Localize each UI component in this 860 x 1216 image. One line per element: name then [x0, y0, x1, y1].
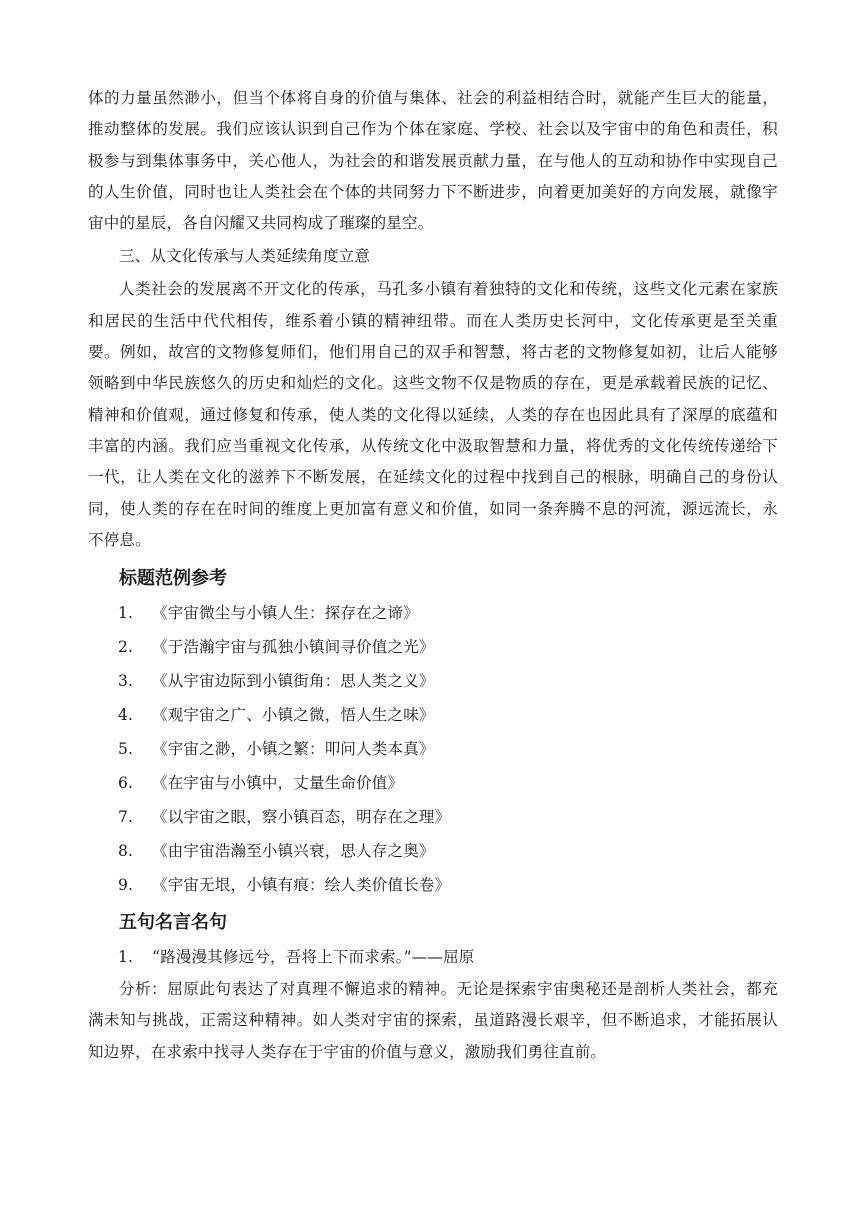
list-item-text: 《从宇宙边际到小镇街角：思人类之义》 [152, 672, 435, 691]
list-item [88, 766, 778, 800]
section3-paragraph: 人类社会的发展离不开文化的传承，马孔多小镇有着独特的文化和传统，这些文化元素在家族和居民的生活中代代相传，维系着小镇的精神纽带。而在人类历史长河中，文化传承更是至关重要。例如，故宫的文物修复师们，他们用自己的双手和智慧，将古老的文物修复如初，让后人能够领略到中华民族悠久的历史和灿烂的文化。这些文物不仅是物质的存在，更是承载着民族的记忆、精神和价值观，通过修复和传承，使人类的文化得以延续，人类的存在也因此具有了深厚的底蕴和丰富的内涵。我们应当重视文化传承，从传统文化中汲取智慧和力量，将优秀的文化传统传递给下一代，让人类在文化的滋养下不断发展，在延续文化的过程中找到自己的根脉，明确自己的身份认同，使人类的存在在时间的维度上更加富有意义和价值，如同一条奔腾不息的河流，源远流长，永不停息。 [88, 280, 778, 549]
list-item [88, 596, 778, 630]
list-item-text: 《由宇宙浩瀚至小镇兴衰，思人存之奥》 [152, 842, 435, 861]
list-item-text: 《宇宙之渺，小镇之繁：叩问人类本真》 [152, 740, 435, 759]
list-item-number: 9. [118, 876, 134, 895]
list-item-number: 1. [118, 948, 134, 967]
list-item [88, 868, 778, 902]
list-item-text: 《在宇宙与小镇中，丈量生命价值》 [152, 774, 404, 793]
quotes-heading: 五句名言名句 [119, 912, 227, 934]
list-item [88, 940, 778, 974]
list-item [88, 630, 778, 664]
list-item [88, 800, 778, 834]
list-item-text: 《宇宙微尘与小镇人生：探存在之谛》 [152, 604, 419, 623]
list-item-number: 8. [118, 842, 134, 861]
list-item-number: 4. [118, 706, 134, 725]
list-item-text: 《以宇宙之眼，察小镇百态，明存在之理》 [152, 808, 451, 827]
list-item [88, 834, 778, 868]
list-item-number: 3. [118, 672, 134, 691]
quotes-list [88, 940, 778, 974]
intro-paragraph: 体的力量虽然渺小，但当个体将自身的价值与集体、社会的利益相结合时，就能产生巨大的能量，推动整体的发展。我们应该认识到自己作为个体在家庭、学校、社会以及宇宙中的角色和责任，积极参与到集体事务中，关心他人，为社会的和谐发展贡献力量，在与他人的互动和协作中实现自己的人生价值，同时也让人类社会在个体的共同努力下不断进步，向着更加美好的方向发展，就像宇宙中的星辰，各自闪耀又共同构成了璀璨的星空。 [88, 89, 778, 233]
quote-analysis: 分析：屈原此句表达了对真理不懈追求的精神。无论是探索宇宙奥秘还是剖析人类社会，都充满未知与挑战，正需这种精神。如人类对宇宙的探索，虽道路漫长艰辛，但不断追求，才能拓展认知边界，在求索中找寻人类存在于宇宙的价值与意义，激励我们勇往直前。 [88, 980, 778, 1061]
list-item [88, 732, 778, 766]
list-item-text: 《观宇宙之广、小镇之微，悟人生之味》 [152, 706, 435, 725]
section3-heading: 三、从文化传承与人类延续角度立意 [119, 247, 371, 266]
list-item-number: 5. [118, 740, 134, 759]
titles-list [88, 596, 778, 902]
list-item-number: 2. [118, 638, 134, 657]
list-item-number: 6. [118, 774, 134, 793]
titles-heading: 标题范例参考 [119, 568, 227, 590]
list-item-number: 7. [118, 808, 134, 827]
list-item [88, 664, 778, 698]
list-item-text: “路漫漫其修远兮，吾将上下而求索。”——屈原 [152, 948, 475, 967]
list-item-text: 《宇宙无垠，小镇有痕：绘人类价值长卷》 [152, 876, 451, 895]
list-item-text: 《于浩瀚宇宙与孤独小镇间寻价值之光》 [152, 638, 435, 657]
list-item-number: 1. [118, 604, 134, 623]
document-page [88, 83, 778, 1068]
list-item [88, 698, 778, 732]
